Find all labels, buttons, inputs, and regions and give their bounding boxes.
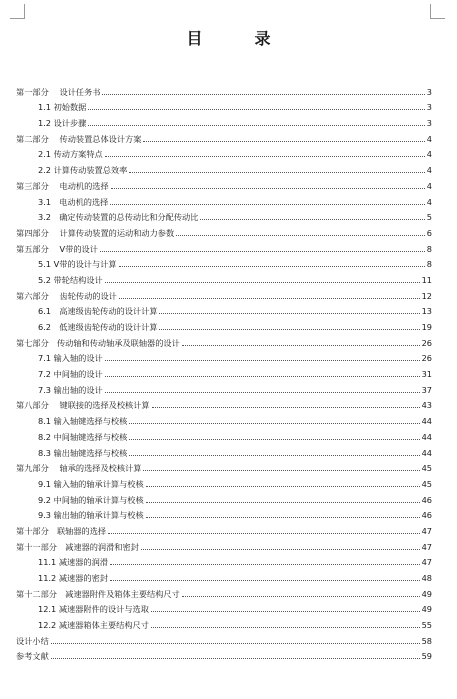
toc-entry-label: 9.3 输出轴的轴承计算与校核 bbox=[38, 510, 144, 521]
toc-entry-label: 8.1 输入轴键选择与校核 bbox=[38, 416, 128, 427]
toc-entry[interactable] bbox=[16, 255, 432, 271]
toc-entry[interactable] bbox=[16, 443, 432, 459]
toc-entry[interactable] bbox=[16, 270, 432, 286]
toc-leader-dots bbox=[88, 108, 424, 110]
toc-entry-page-number: 47 bbox=[421, 525, 432, 536]
toc-leader-dots bbox=[176, 234, 425, 236]
toc-entry[interactable] bbox=[16, 239, 432, 255]
toc-leader-dots bbox=[51, 642, 420, 644]
toc-leader-dots bbox=[105, 155, 425, 157]
toc-entry-label: 第八部分 键联接的选择及校核计算 bbox=[16, 400, 150, 411]
toc-leader-dots bbox=[100, 250, 425, 252]
toc-entry[interactable] bbox=[16, 615, 432, 631]
toc-entry-label: 第十一部分 减速器的润滑和密封 bbox=[16, 541, 139, 552]
toc-entry-page-number: 4 bbox=[426, 133, 432, 144]
toc-entry[interactable] bbox=[16, 192, 432, 208]
toc-entry-page-number: 44 bbox=[421, 431, 432, 442]
toc-entry-page-number: 37 bbox=[421, 384, 432, 395]
toc-leader-dots bbox=[129, 454, 419, 456]
toc-leader-dots bbox=[110, 579, 420, 581]
toc-leader-dots bbox=[105, 281, 420, 283]
toc-entry-label: 8.3 输出轴键选择与校核 bbox=[38, 447, 128, 458]
toc-entry-page-number: 4 bbox=[426, 149, 432, 160]
toc-leader-dots bbox=[143, 469, 419, 471]
toc-entry[interactable] bbox=[16, 364, 432, 380]
toc-entry-page-number: 49 bbox=[421, 604, 432, 615]
toc-entry-page-number: 5 bbox=[426, 212, 432, 223]
toc-entry-page-number: 8 bbox=[426, 243, 432, 254]
toc-entry[interactable] bbox=[16, 208, 432, 224]
toc-entry-label: 6.2 低速级齿轮传动的设计计算 bbox=[38, 322, 158, 332]
toc-leader-dots bbox=[141, 548, 420, 550]
toc-leader-dots bbox=[159, 312, 419, 314]
toc-entry-label: 1.1 初始数据 bbox=[38, 102, 87, 113]
toc-leader-dots bbox=[151, 626, 420, 628]
toc-leader-dots bbox=[151, 610, 420, 612]
toc-entry[interactable] bbox=[16, 98, 432, 114]
toc-leader-dots bbox=[105, 375, 420, 377]
toc-entry[interactable] bbox=[16, 286, 432, 302]
toc-entry-label: 第十部分 联轴器的选择 bbox=[16, 525, 107, 536]
toc-entry[interactable] bbox=[16, 584, 432, 600]
toc-entry-page-number: 44 bbox=[421, 416, 432, 427]
toc-entry[interactable] bbox=[16, 521, 432, 537]
toc-leader-dots bbox=[110, 203, 424, 205]
toc-entry-label: 第一部分 设计任务书 bbox=[16, 86, 101, 97]
toc-entry[interactable] bbox=[16, 176, 432, 192]
toc-leader-dots bbox=[159, 328, 419, 330]
toc-leader-dots bbox=[105, 359, 420, 361]
toc-leader-dots bbox=[146, 501, 420, 503]
toc-entry-page-number: 3 bbox=[426, 118, 432, 129]
toc-entry-label: 3.2 确定传动装置的总传动比和分配传动比 bbox=[38, 212, 199, 223]
toc-entry-label: 9.1 输入轴的轴承计算与校核 bbox=[38, 478, 144, 489]
toc-entry-label: 1.2 设计步骤 bbox=[38, 118, 87, 129]
toc-leader-dots bbox=[200, 218, 424, 220]
toc-entry[interactable] bbox=[16, 160, 432, 176]
toc-leader-dots bbox=[105, 391, 420, 393]
toc-entry[interactable] bbox=[16, 113, 432, 129]
toc-entry-page-number: 48 bbox=[421, 573, 432, 583]
toc-entry-page-number: 58 bbox=[421, 635, 432, 646]
toc-leader-dots bbox=[119, 265, 425, 267]
toc-entry[interactable] bbox=[16, 396, 432, 412]
toc-entry[interactable] bbox=[16, 631, 432, 647]
toc-entry[interactable] bbox=[16, 427, 432, 443]
toc-entry[interactable] bbox=[16, 506, 432, 522]
toc-entry[interactable] bbox=[16, 568, 432, 584]
toc-entry-page-number: 6 bbox=[426, 227, 432, 238]
toc-entry[interactable] bbox=[16, 129, 432, 145]
toc-leader-dots bbox=[146, 485, 420, 487]
toc-entry-label: 第十二部分 减速器附件及箱体主要结构尺寸 bbox=[16, 588, 180, 599]
toc-entry-page-number: 13 bbox=[421, 306, 432, 317]
toc-entry-label: 设计小结 bbox=[16, 635, 49, 646]
toc-entry[interactable] bbox=[16, 474, 432, 490]
toc-entry-label: 6.1 高速级齿轮传动的设计计算 bbox=[38, 306, 158, 317]
toc-entry[interactable] bbox=[16, 380, 432, 396]
toc-entry-label: 12.1 减速器附件的设计与选取 bbox=[38, 604, 149, 615]
toc-entry-page-number: 45 bbox=[421, 478, 432, 489]
toc-leader-dots bbox=[143, 140, 424, 142]
toc-entry-label: 11.1 减速器的润滑 bbox=[38, 557, 108, 568]
toc-entry-page-number: 26 bbox=[421, 337, 432, 348]
toc-leader-dots bbox=[110, 563, 420, 565]
toc-entry-label: 3.1 电动机的选择 bbox=[38, 196, 109, 207]
toc-entry-page-number: 45 bbox=[421, 463, 432, 474]
toc-leader-dots bbox=[88, 124, 424, 126]
toc-entry-label: 7.2 中间轴的设计 bbox=[38, 369, 103, 380]
toc-leader-dots bbox=[51, 657, 420, 659]
toc-entry-page-number: 26 bbox=[421, 353, 432, 364]
toc-leader-dots bbox=[119, 297, 420, 299]
toc-entry[interactable] bbox=[16, 317, 432, 333]
toc-entry-label: 第九部分 轴承的选择及校核计算 bbox=[16, 463, 142, 474]
toc-entry-page-number: 3 bbox=[426, 86, 432, 97]
toc-entry-page-number: 46 bbox=[421, 510, 432, 521]
toc-entry-page-number: 59 bbox=[421, 651, 432, 662]
toc-entry-page-number: 47 bbox=[421, 541, 432, 552]
toc-leader-dots bbox=[108, 532, 420, 534]
toc-leader-dots bbox=[182, 344, 420, 346]
toc-entry[interactable] bbox=[16, 82, 432, 98]
toc-entry[interactable] bbox=[16, 333, 432, 349]
toc-entry-page-number: 47 bbox=[421, 557, 432, 568]
toc-entry-label: 2.1 传动方案特点 bbox=[38, 149, 103, 160]
toc-entry-page-number: 3 bbox=[426, 102, 432, 113]
toc-leader-dots bbox=[111, 187, 425, 189]
page-title: 目 录 bbox=[186, 29, 289, 48]
toc-entry[interactable] bbox=[16, 459, 432, 475]
toc-leader-dots bbox=[152, 406, 420, 408]
toc-leader-dots bbox=[146, 516, 420, 518]
toc-entry-page-number: 12 bbox=[421, 290, 432, 301]
toc-entry-page-number: 4 bbox=[426, 180, 432, 191]
toc-entry-page-number: 4 bbox=[426, 196, 432, 207]
toc-entry-page-number: 4 bbox=[426, 165, 432, 176]
toc-entry-label: 12.2 减速器箱体主要结构尺寸 bbox=[38, 620, 149, 631]
toc-entry[interactable] bbox=[16, 145, 432, 161]
toc-entry-page-number: 31 bbox=[421, 369, 432, 380]
toc-entry-label: 11.2 减速器的密封 bbox=[38, 573, 108, 583]
toc-entry[interactable] bbox=[16, 553, 432, 569]
toc-entry-label: 第四部分 计算传动装置的运动和动力参数 bbox=[16, 227, 175, 238]
toc-entry[interactable] bbox=[16, 223, 432, 239]
toc-entry-page-number: 55 bbox=[421, 620, 432, 631]
toc-entry-page-number: 43 bbox=[421, 400, 432, 411]
toc-entry-label: 第五部分 V带的设计 bbox=[16, 243, 98, 254]
toc-entry-page-number: 49 bbox=[421, 588, 432, 599]
toc-entry-label: 参考文献 bbox=[16, 651, 49, 662]
toc-entry[interactable] bbox=[16, 537, 432, 553]
toc-entry-label: 5.1 V带的设计与计算 bbox=[38, 259, 117, 270]
toc-leader-dots bbox=[182, 595, 420, 597]
toc-entry[interactable] bbox=[16, 411, 432, 427]
toc-entry[interactable] bbox=[16, 600, 432, 616]
toc-entry-label: 5.2 带轮结构设计 bbox=[38, 274, 103, 285]
toc-leader-dots bbox=[129, 422, 419, 424]
toc-entry-label: 第六部分 齿轮传动的设计 bbox=[16, 290, 117, 301]
page-corner-mark-right bbox=[430, 4, 445, 19]
toc-entry[interactable] bbox=[16, 349, 432, 365]
toc-entry-label: 2.2 计算传动装置总效率 bbox=[38, 165, 128, 176]
toc-entry-page-number: 8 bbox=[426, 259, 432, 270]
toc-leader-dots bbox=[129, 438, 419, 440]
toc-entry-label: 第二部分 传动装置总体设计方案 bbox=[16, 133, 142, 144]
toc-leader-dots bbox=[102, 93, 424, 95]
toc-entry[interactable] bbox=[16, 647, 432, 663]
toc-entry-label: 8.2 中间轴键选择与校核 bbox=[38, 431, 128, 442]
toc-entry[interactable] bbox=[16, 302, 432, 318]
toc-leader-dots bbox=[129, 171, 424, 173]
toc-entry-page-number: 46 bbox=[421, 494, 432, 505]
toc-entry-page-number: 44 bbox=[421, 447, 432, 458]
toc-entry-label: 7.3 输出轴的设计 bbox=[38, 384, 103, 395]
toc-entry-label: 第三部分 电动机的选择 bbox=[16, 180, 109, 191]
toc-entry-label: 第七部分 传动轴和传动轴承及联轴器的设计 bbox=[16, 337, 180, 348]
toc-entry[interactable] bbox=[16, 490, 432, 506]
toc-entry-label: 9.2 中间轴的轴承计算与校核 bbox=[38, 494, 144, 505]
toc-entry-page-number: 19 bbox=[421, 322, 432, 332]
toc-entry-label: 7.1 输入轴的设计 bbox=[38, 353, 103, 364]
toc-entry-page-number: 11 bbox=[421, 274, 432, 285]
table-of-contents bbox=[16, 82, 432, 662]
page-corner-mark-left bbox=[10, 4, 25, 19]
